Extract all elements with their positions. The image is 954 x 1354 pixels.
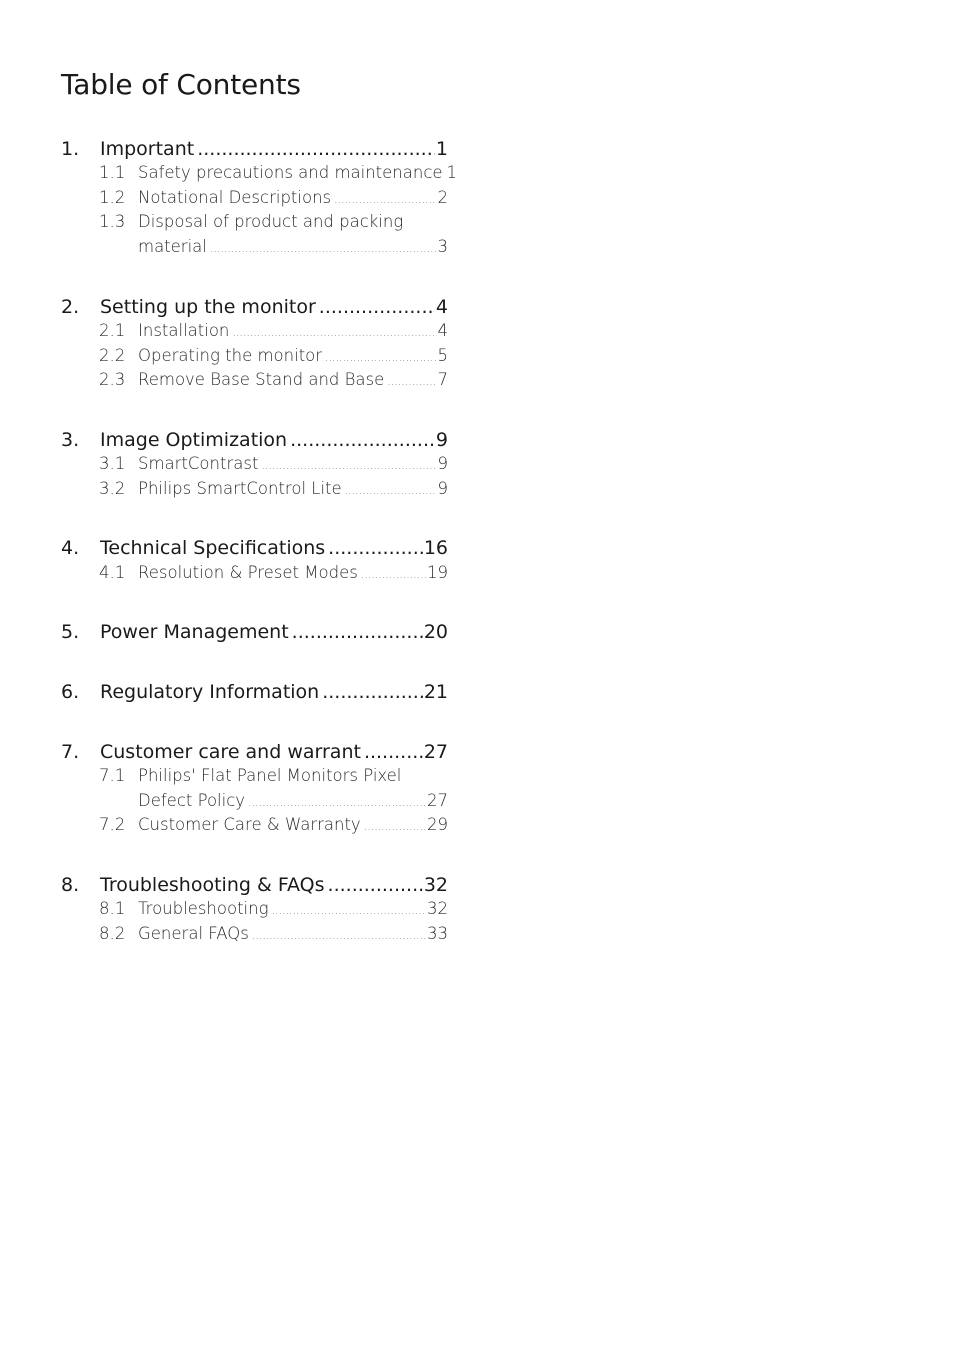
- dot-leader: [328, 535, 423, 561]
- page-number: 29: [427, 815, 448, 834]
- page-number: 27: [427, 791, 448, 810]
- page-number: 9: [435, 429, 448, 451]
- page-number: 9: [437, 454, 448, 473]
- section-number: 7.: [61, 741, 80, 763]
- dot-leader: [325, 346, 436, 370]
- subsection-title: Troubleshooting: [138, 899, 269, 918]
- section-number: 6.: [61, 681, 80, 703]
- subsection-number: 3.2: [99, 479, 126, 498]
- page-number: 20: [423, 621, 448, 643]
- page-number: 1: [435, 138, 448, 160]
- page-number: 32: [427, 899, 448, 918]
- page-number: 4: [435, 296, 448, 318]
- dot-leader: [272, 899, 427, 923]
- subsection-title: Remove Base Stand and Base: [138, 370, 385, 389]
- dot-leader: [232, 321, 436, 345]
- dot-leader: [210, 237, 437, 261]
- subsection-number: 3.1: [99, 454, 126, 473]
- toc-section-4[interactable]: [61, 535, 448, 561]
- subsection-title-cont: material: [138, 237, 207, 256]
- toc-section-8[interactable]: [61, 872, 448, 898]
- subsection-title: Resolution & Preset Modes: [138, 563, 358, 582]
- page-title: Table of Contents: [61, 68, 301, 101]
- page-number: 2: [437, 188, 448, 207]
- section-title: Regulatory Information: [100, 681, 320, 703]
- subsection-number: 2.3: [99, 370, 126, 389]
- subsection-number: 1.2: [99, 188, 126, 207]
- toc-subsection-7-1[interactable]: [99, 764, 448, 788]
- subsection-number: 1.3: [99, 212, 126, 231]
- dot-leader: [197, 136, 435, 162]
- section-number: 4.: [61, 537, 80, 559]
- subsection-number: 1.1: [99, 163, 126, 182]
- page-number: 9: [437, 479, 448, 498]
- toc-subsection-1-1[interactable]: [99, 161, 458, 185]
- dot-leader: [319, 294, 435, 320]
- page-number: 32: [423, 874, 448, 896]
- section-title: Important: [100, 138, 195, 160]
- subsection-title: Philips' Flat Panel Monitors Pixel: [138, 766, 402, 785]
- subsection-title: Operating the monitor: [138, 346, 323, 365]
- section-number: 8.: [61, 874, 80, 896]
- dot-leader: [387, 370, 436, 394]
- page-number: 7: [437, 370, 448, 389]
- subsection-number: 7.2: [99, 815, 126, 834]
- dot-leader: [290, 427, 435, 453]
- dot-leader: [328, 872, 423, 898]
- subsection-title: Safety precautions and maintenance: [138, 163, 443, 182]
- toc-subsection-2-2[interactable]: [99, 344, 448, 368]
- toc-subsection-7-2[interactable]: [99, 813, 448, 837]
- section-title: Power Management: [100, 621, 289, 643]
- toc-subsection-3-1[interactable]: [99, 452, 448, 476]
- section-title: Image Optimization: [100, 429, 288, 451]
- subsection-title: Notational Descriptions: [138, 188, 332, 207]
- section-number: 5.: [61, 621, 80, 643]
- page-number: 27: [423, 741, 448, 763]
- page-number: 1: [446, 163, 458, 182]
- toc-subsection-1-2[interactable]: [99, 186, 448, 210]
- page-number: 16: [423, 537, 448, 559]
- section-number: 3.: [61, 429, 80, 451]
- dot-leader: [248, 791, 426, 815]
- dot-leader: [345, 479, 437, 503]
- page-number: 19: [427, 563, 448, 582]
- toc-subsection-8-1[interactable]: [99, 897, 448, 921]
- toc-subsection-4-1[interactable]: [99, 561, 448, 585]
- section-number: 1.: [61, 138, 80, 160]
- toc-subsection-2-3[interactable]: [99, 368, 448, 392]
- dot-leader: [261, 454, 436, 478]
- toc-section-5[interactable]: [61, 619, 448, 645]
- subsection-title: General FAQs: [138, 924, 249, 943]
- dot-leader: [292, 619, 423, 645]
- subsection-title-cont: Defect Policy: [138, 791, 246, 810]
- subsection-title: Disposal of product and packing: [138, 212, 404, 231]
- section-number: 2.: [61, 296, 80, 318]
- dot-leader: [364, 815, 426, 839]
- toc-subsection-1-3[interactable]: [99, 210, 448, 234]
- dot-leader: [364, 739, 423, 765]
- dot-leader: [334, 188, 436, 212]
- dot-leader: [322, 679, 423, 705]
- subsection-title: Customer Care & Warranty: [138, 815, 361, 834]
- subsection-title: Installation: [138, 321, 230, 340]
- subsection-number: 8.2: [99, 924, 126, 943]
- page-number: 33: [427, 924, 448, 943]
- toc-section-6[interactable]: [61, 679, 448, 705]
- section-title: Customer care and warrant: [100, 741, 361, 763]
- toc-subsection-1-3-cont[interactable]: [99, 235, 448, 259]
- page-number: 5: [437, 346, 448, 365]
- toc-section-2[interactable]: [61, 294, 448, 320]
- dot-leader: [252, 924, 426, 948]
- dot-leader: [361, 563, 426, 587]
- page-number: 4: [437, 321, 448, 340]
- subsection-title: SmartContrast: [138, 454, 259, 473]
- subsection-number: 2.1: [99, 321, 126, 340]
- page-number: 3: [437, 237, 448, 256]
- toc-subsection-8-2[interactable]: [99, 922, 448, 946]
- subsection-number: 8.1: [99, 899, 126, 918]
- subsection-number: 7.1: [99, 766, 126, 785]
- toc-section-1[interactable]: [61, 136, 448, 162]
- subsection-number: 4.1: [99, 563, 126, 582]
- toc-section-3[interactable]: [61, 427, 448, 453]
- section-title: Technical Specifications: [100, 537, 326, 559]
- subsection-number: 2.2: [99, 346, 126, 365]
- subsection-title: Philips SmartControl Lite: [138, 479, 342, 498]
- section-title: Troubleshooting & FAQs: [100, 874, 325, 896]
- section-title: Setting up the monitor: [100, 296, 316, 318]
- page-number: 21: [423, 681, 448, 703]
- toc-subsection-3-2[interactable]: [99, 477, 448, 501]
- toc-subsection-2-1[interactable]: [99, 319, 448, 343]
- toc-subsection-7-1-cont[interactable]: [99, 789, 448, 813]
- toc-section-7[interactable]: [61, 739, 448, 765]
